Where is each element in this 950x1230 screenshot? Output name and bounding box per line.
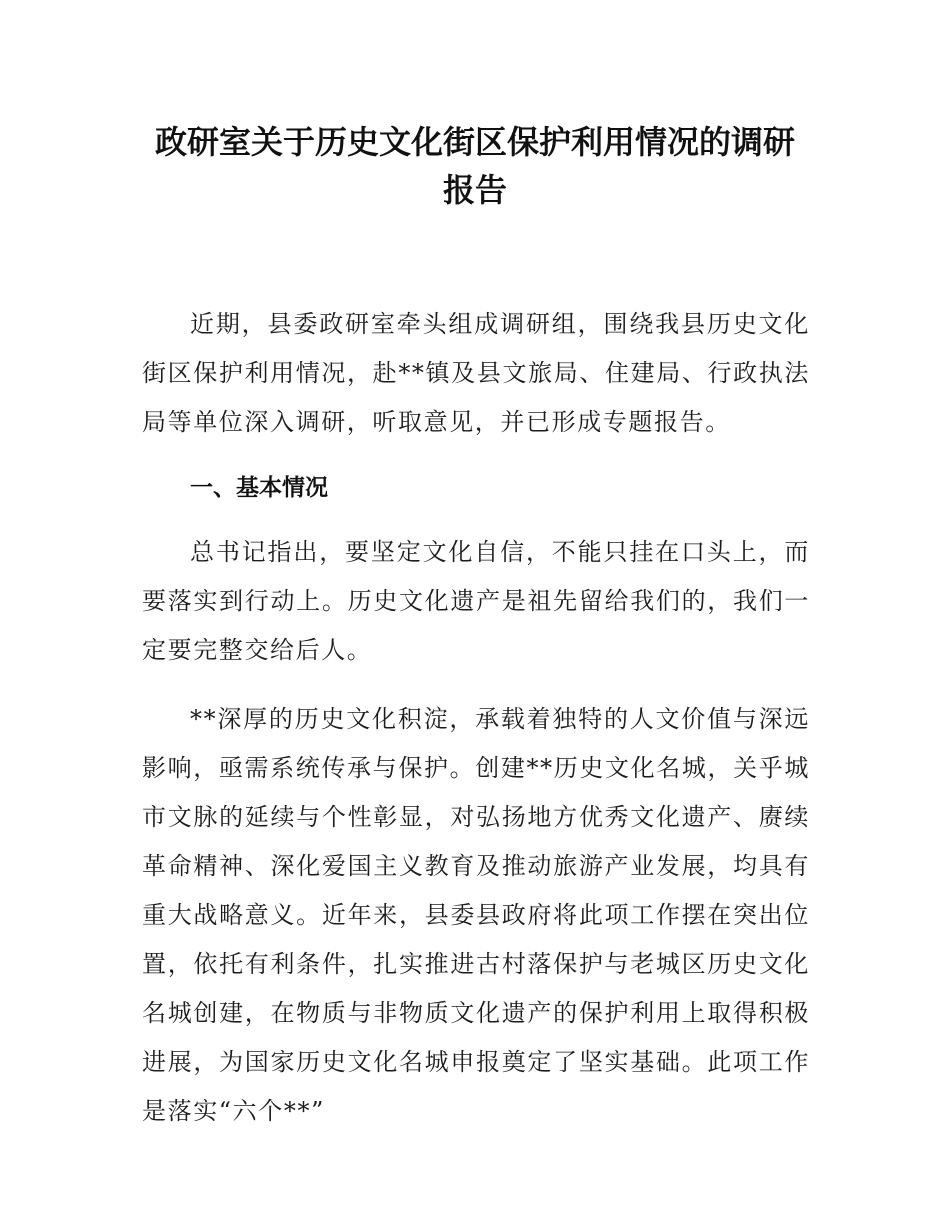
- document-title: 政研室关于历史文化街区保护利用情况的调研报告: [154, 123, 795, 209]
- intro-paragraph: 近期，县委政研室牵头组成调研组，围绕我县历史文化街区保护利用情况，赴**镇及县文旅局、住建局、行政执法局等单位深入调研，听取意见，并已形成专题报告。: [142, 310, 810, 436]
- basic-paragraph-2: **深厚的历史文化积淀，承载着独特的人文价值与深远影响，亟需系统传承与保护。创建**历史文化名城，关乎城市文脉的延续与个性彰显，对弘扬地方优秀文化遗产、赓续革命精神、深化爱国主义教育及推动旅游产业发展，均具有重大战略意义。近年来，县委县政府将此项工作摆在突出位置，依托有利条件，扎实推进古村落保护与老城区历史文化名城创建，在物质与非物质文化遗产的保护利用上取得积极进展，为国家历史文化名城申报奠定了坚实基础。此项工作是落实“六个**”: [142, 705, 810, 1125]
- section-heading-basic: 一、基本情况: [190, 475, 328, 501]
- basic-paragraph-1: 总书记指出，要坚定文化自信，不能只挂在口头上，而要落实到行动上。历史文化遗产是祖先留给我们的，我们一定要完整交给后人。: [142, 538, 810, 664]
